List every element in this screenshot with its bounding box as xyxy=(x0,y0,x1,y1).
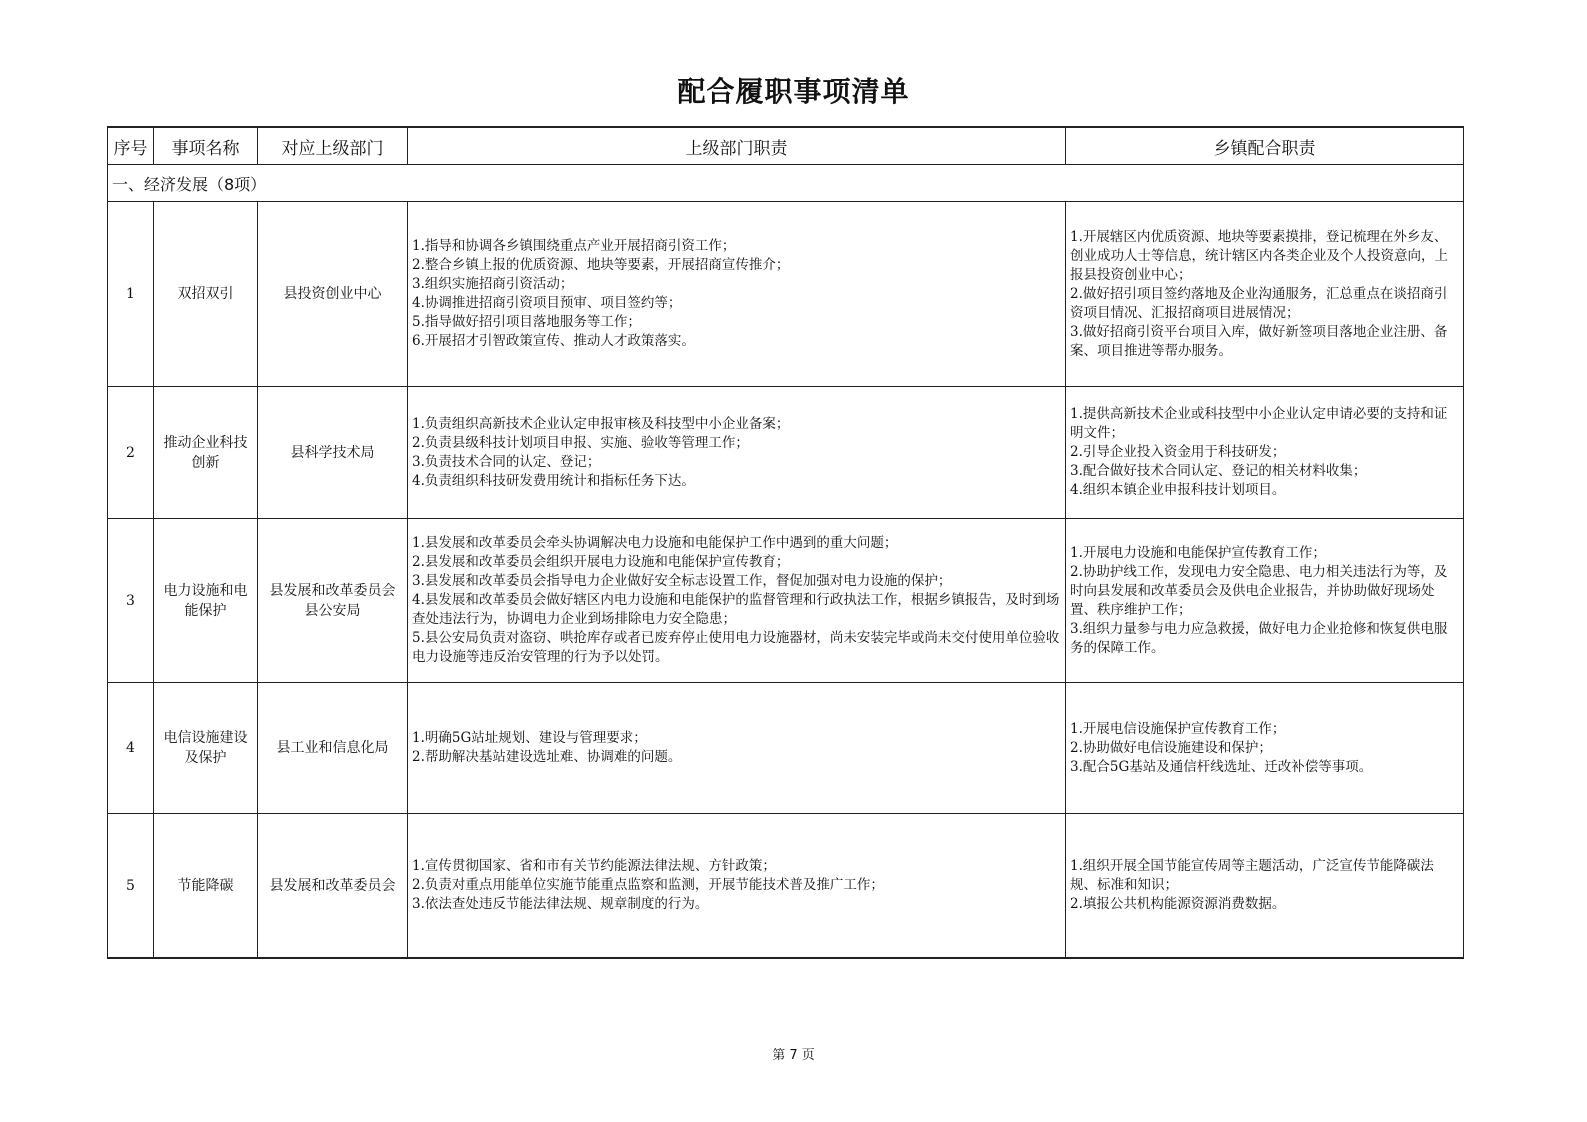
row-town-duties xyxy=(1066,387,1464,519)
duty-line: 1.指导和协调各乡镇围绕重点产业开展招商引资工作； xyxy=(412,238,736,254)
row-department xyxy=(258,519,408,683)
table-row xyxy=(108,683,1464,814)
duty-line: 2.做好招引项目签约落地及企业沟通服务，汇总重点在谈招商引资项目情况、汇报招商项目进展情况； xyxy=(1070,285,1448,321)
row-no: 3 xyxy=(108,519,154,683)
duty-line: 3.做好招商引资平台项目入库，做好新签项目落地企业注册、备案、项目推进等帮办服务。 xyxy=(1070,323,1448,359)
row-no: 2 xyxy=(108,387,154,519)
duty-line: 1.组织开展全国节能宣传周等主题活动，广泛宣传节能降碳法规、标准和知识； xyxy=(1070,858,1434,893)
header-town-duties: 乡镇配合职责 xyxy=(1066,127,1464,165)
table-row xyxy=(108,519,1464,683)
row-department xyxy=(258,387,408,519)
row-upper-duties xyxy=(408,202,1066,387)
duty-line: 2.县发展和改革委员会组织开展电力设施和电能保护宣传教育； xyxy=(412,554,790,570)
duty-line: 5.指导做好招引项目落地服务等工作； xyxy=(412,314,641,330)
row-item-name: 节能降碳 xyxy=(154,814,258,959)
duty-line: 2.协助护线工作，发现电力安全隐患、电力相关违法行为等，及时向县发展和改革委员会及供电企业报告，并协助做好现场处置、秩序维护工作； xyxy=(1070,563,1448,618)
duty-line: 1.开展电信设施保护宣传教育工作； xyxy=(1070,720,1286,737)
table-row xyxy=(108,202,1464,387)
duty-line: 6.开展招才引智政策宣传、推动人才政策落实。 xyxy=(412,333,695,349)
duty-line: 5.县公安局负责对盗窃、哄抢库存或者已废弃停止使用电力设施器材，尚未安装完毕或尚未交付使用单位验收电力设施等违反治安管理的行为予以处罚。 xyxy=(412,630,1060,665)
duty-line: 2.负责对重点用能单位实施节能重点监察和监测，开展节能技术普及推广工作； xyxy=(412,877,884,893)
duty-table xyxy=(107,126,1464,959)
row-item-name: 推动企业科技创新 xyxy=(154,387,258,519)
duty-line: 4.协调推进招商引资项目预审、项目签约等； xyxy=(412,295,682,311)
row-no: 1 xyxy=(108,202,154,387)
header-no: 序号 xyxy=(108,127,154,165)
duty-line: 3.负责技术合同的认定、登记； xyxy=(412,453,601,470)
duty-line: 1.负责组织高新技术企业认定申报审核及科技型中小企业备案； xyxy=(412,415,790,432)
header-upper-duties: 上级部门职责 xyxy=(408,127,1066,165)
duty-line: 4.组织本镇企业申报科技计划项目。 xyxy=(1070,482,1286,498)
department-name: 县工业和信息化局 xyxy=(276,740,389,756)
page-title: 配合履职事项清单 xyxy=(677,75,910,108)
duty-line: 1.提供高新技术企业或科技型中小企业认定申请必要的支持和证明文件； xyxy=(1070,406,1448,441)
duty-line: 3.依法查处违反节能法律法规、规章制度的行为。 xyxy=(412,896,709,912)
duty-line: 1.明确5G站址规划、建设与管理要求； xyxy=(412,730,647,746)
duty-line: 3.配合5G基站及通信杆线选址、迁改补偿等事项。 xyxy=(1070,758,1373,775)
row-no: 5 xyxy=(108,814,154,959)
row-department xyxy=(258,814,408,959)
duty-line: 2.填报公共机构能源资源消费数据。 xyxy=(1070,896,1286,912)
table-row xyxy=(108,814,1464,959)
duty-line: 3.配合做好技术合同认定、登记的相关材料收集； xyxy=(1070,463,1367,479)
page-number: 第 7 页 xyxy=(772,1048,815,1063)
row-upper-duties xyxy=(408,683,1066,814)
duty-line: 1.开展电力设施和电能保护宣传教育工作； xyxy=(1070,544,1326,561)
section-row xyxy=(108,165,1464,202)
row-upper-duties xyxy=(408,814,1066,959)
row-town-duties xyxy=(1066,814,1464,959)
row-no: 4 xyxy=(108,683,154,814)
duty-line: 2.负责县级科技计划项目申报、实施、验收等管理工作； xyxy=(412,434,749,451)
table-row xyxy=(108,387,1464,519)
duty-line: 1.县发展和改革委员会牵头协调解决电力设施和电能保护工作中遇到的重大问题； xyxy=(412,535,898,551)
department-name: 县发展和改革委员会 xyxy=(269,877,396,894)
row-town-duties xyxy=(1066,683,1464,814)
row-department xyxy=(258,683,408,814)
duty-line: 1.宣传贯彻国家、省和市有关节约能源法律法规、方针政策； xyxy=(412,858,776,874)
row-town-duties xyxy=(1066,202,1464,387)
row-item-name: 电力设施和电能保护 xyxy=(154,519,258,683)
duty-line: 4.负责组织科技研发费用统计和指标任务下达。 xyxy=(412,472,695,489)
duty-line: 2.整合乡镇上报的优质资源、地块等要素，开展招商宣传推介； xyxy=(412,257,790,273)
row-item-name: 电信设施建设及保护 xyxy=(154,683,258,814)
duty-line: 2.引导企业投入资金用于科技研发； xyxy=(1070,444,1286,460)
duty-line: 2.协助做好电信设施建设和保护； xyxy=(1070,739,1272,756)
section-title: 一、经济发展（8项） xyxy=(108,165,1464,202)
row-item-name: 双招双引 xyxy=(154,202,258,387)
department-name: 县投资创业中心 xyxy=(283,286,382,302)
department-name: 县公安局 xyxy=(304,602,361,619)
row-town-duties xyxy=(1066,519,1464,683)
header-item-name: 事项名称 xyxy=(154,127,258,165)
duty-line: 3.县发展和改革委员会指导电力企业做好安全标志设置工作，督促加强对电力设施的保护； xyxy=(412,573,952,589)
row-upper-duties xyxy=(408,387,1066,519)
department-name: 县科学技术局 xyxy=(290,444,375,461)
header-department: 对应上级部门 xyxy=(258,127,408,165)
table-header-row xyxy=(108,127,1464,165)
duty-line: 3.组织力量参与电力应急救援，做好电力企业抢修和恢复供电服务的保障工作。 xyxy=(1070,620,1448,656)
row-department xyxy=(258,202,408,387)
row-upper-duties xyxy=(408,519,1066,683)
duty-line: 3.组织实施招商引资活动； xyxy=(412,276,574,292)
duty-line: 2.帮助解决基站建设选址难、协调难的问题。 xyxy=(412,749,682,765)
duty-line: 4.县发展和改革委员会做好辖区内电力设施和电能保护的监督管理和行政执法工作，根据乡镇报告，及时到场查处违法行为，协调电力企业到场排除电力安全隐患； xyxy=(412,592,1060,627)
duty-line: 1.开展辖区内优质资源、地块等要素摸排，登记梳理在外乡友、创业成功人士等信息，统计辖区内各类企业及个人投资意向，上报县投资创业中心； xyxy=(1070,228,1448,283)
department-name: 县发展和改革委员会 xyxy=(269,582,396,599)
